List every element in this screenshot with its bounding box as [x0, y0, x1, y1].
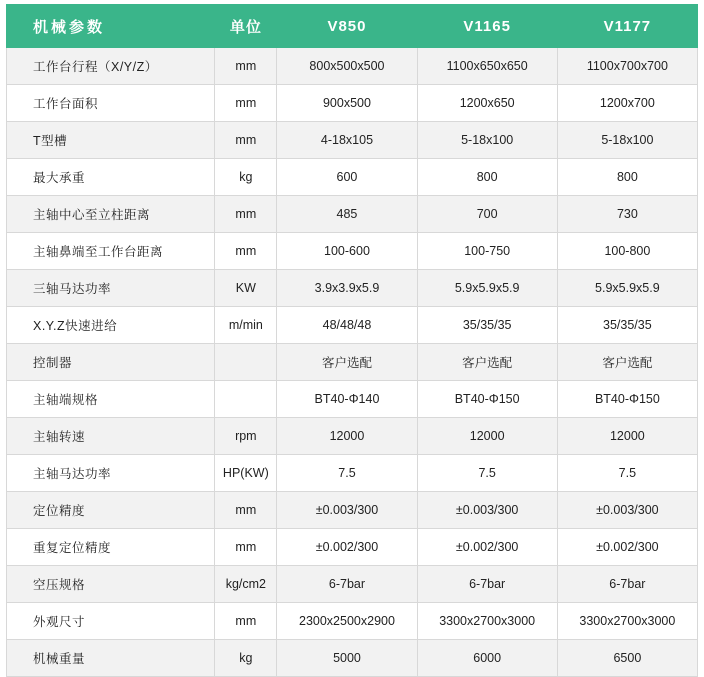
row-value-v1177: 3300x2700x3000 [557, 603, 697, 640]
row-unit: HP(KW) [215, 455, 277, 492]
table-row [7, 492, 698, 529]
row-unit: mm [215, 603, 277, 640]
table-row [7, 122, 698, 159]
table-row [7, 418, 698, 455]
table-body [7, 48, 698, 677]
table-row [7, 159, 698, 196]
row-value-v850: 48/48/48 [277, 307, 417, 344]
row-label: 外观尺寸 [7, 603, 215, 640]
row-label: 重复定位精度 [7, 529, 215, 566]
row-value-v1165: 100-750 [417, 233, 557, 270]
header-model-v1165: V1165 [417, 5, 557, 48]
row-value-v850: 12000 [277, 418, 417, 455]
row-value-v850: 客户选配 [277, 344, 417, 381]
row-value-v1165: 35/35/35 [417, 307, 557, 344]
row-unit: kg [215, 640, 277, 677]
row-value-v850: 100-600 [277, 233, 417, 270]
header-model-v850: V850 [277, 5, 417, 48]
row-label: 控制器 [7, 344, 215, 381]
row-unit: KW [215, 270, 277, 307]
row-value-v850: 900x500 [277, 85, 417, 122]
row-value-v1165: 12000 [417, 418, 557, 455]
row-label: T型槽 [7, 122, 215, 159]
row-value-v850: 3.9x3.9x5.9 [277, 270, 417, 307]
table-row [7, 85, 698, 122]
row-value-v1165: 1100x650x650 [417, 48, 557, 85]
row-value-v1177: 1100x700x700 [557, 48, 697, 85]
row-unit: mm [215, 529, 277, 566]
row-label: 主轴转速 [7, 418, 215, 455]
table-header [7, 5, 698, 48]
table-row [7, 529, 698, 566]
machine-spec-table [6, 4, 698, 677]
row-label: 定位精度 [7, 492, 215, 529]
row-value-v1177: 5.9x5.9x5.9 [557, 270, 697, 307]
row-value-v1177: 800 [557, 159, 697, 196]
row-label: 机械重量 [7, 640, 215, 677]
row-unit: mm [215, 85, 277, 122]
row-value-v1177: 730 [557, 196, 697, 233]
header-model-v1177: V1177 [557, 5, 697, 48]
row-value-v850: ±0.003/300 [277, 492, 417, 529]
row-unit: mm [215, 233, 277, 270]
row-value-v1165: ±0.002/300 [417, 529, 557, 566]
table-row [7, 566, 698, 603]
row-value-v1165: 800 [417, 159, 557, 196]
table-row [7, 307, 698, 344]
row-value-v1177: 12000 [557, 418, 697, 455]
row-unit: mm [215, 122, 277, 159]
row-value-v1165: 6-7bar [417, 566, 557, 603]
row-label: X.Y.Z快速进给 [7, 307, 215, 344]
row-label: 主轴中心至立柱距离 [7, 196, 215, 233]
row-unit [215, 381, 277, 418]
row-unit: m/min [215, 307, 277, 344]
table-row [7, 381, 698, 418]
header-parameter: 机械参数 [7, 5, 215, 48]
row-value-v850: 600 [277, 159, 417, 196]
row-value-v1177: ±0.003/300 [557, 492, 697, 529]
table-row [7, 196, 698, 233]
row-value-v850: ±0.002/300 [277, 529, 417, 566]
row-value-v1177: 6500 [557, 640, 697, 677]
row-label: 空压规格 [7, 566, 215, 603]
row-value-v1177: ±0.002/300 [557, 529, 697, 566]
table-row [7, 270, 698, 307]
row-unit [215, 344, 277, 381]
row-value-v850: 5000 [277, 640, 417, 677]
row-label: 主轴鼻端至工作台距离 [7, 233, 215, 270]
row-value-v1177: 6-7bar [557, 566, 697, 603]
row-value-v850: 2300x2500x2900 [277, 603, 417, 640]
row-label: 主轴端规格 [7, 381, 215, 418]
row-value-v1165: 5.9x5.9x5.9 [417, 270, 557, 307]
table-row [7, 455, 698, 492]
row-value-v1177: 35/35/35 [557, 307, 697, 344]
row-label: 工作台行程（X/Y/Z） [7, 48, 215, 85]
row-value-v850: 7.5 [277, 455, 417, 492]
row-value-v1177: 100-800 [557, 233, 697, 270]
row-value-v1177: BT40-Φ150 [557, 381, 697, 418]
row-value-v1165: 1200x650 [417, 85, 557, 122]
table-row [7, 603, 698, 640]
row-value-v850: 6-7bar [277, 566, 417, 603]
row-unit: mm [215, 492, 277, 529]
table-row [7, 640, 698, 677]
row-value-v850: 800x500x500 [277, 48, 417, 85]
row-value-v1177: 1200x700 [557, 85, 697, 122]
row-label: 主轴马达功率 [7, 455, 215, 492]
row-value-v1177: 客户选配 [557, 344, 697, 381]
row-value-v1165: 6000 [417, 640, 557, 677]
row-value-v1165: BT40-Φ150 [417, 381, 557, 418]
row-value-v1165: 3300x2700x3000 [417, 603, 557, 640]
header-row [7, 5, 698, 48]
row-value-v1165: ±0.003/300 [417, 492, 557, 529]
row-label: 工作台面积 [7, 85, 215, 122]
row-label: 最大承重 [7, 159, 215, 196]
row-value-v850: BT40-Φ140 [277, 381, 417, 418]
row-unit: mm [215, 196, 277, 233]
row-value-v1165: 7.5 [417, 455, 557, 492]
row-value-v1177: 7.5 [557, 455, 697, 492]
row-value-v1165: 700 [417, 196, 557, 233]
row-unit: rpm [215, 418, 277, 455]
row-value-v850: 4-18x105 [277, 122, 417, 159]
row-unit: kg/cm2 [215, 566, 277, 603]
row-value-v1165: 客户选配 [417, 344, 557, 381]
row-value-v1177: 5-18x100 [557, 122, 697, 159]
row-unit: mm [215, 48, 277, 85]
row-unit: kg [215, 159, 277, 196]
row-value-v850: 485 [277, 196, 417, 233]
table-row [7, 233, 698, 270]
row-label: 三轴马达功率 [7, 270, 215, 307]
header-unit: 单位 [215, 5, 277, 48]
row-value-v1165: 5-18x100 [417, 122, 557, 159]
table-row [7, 48, 698, 85]
table-row [7, 344, 698, 381]
